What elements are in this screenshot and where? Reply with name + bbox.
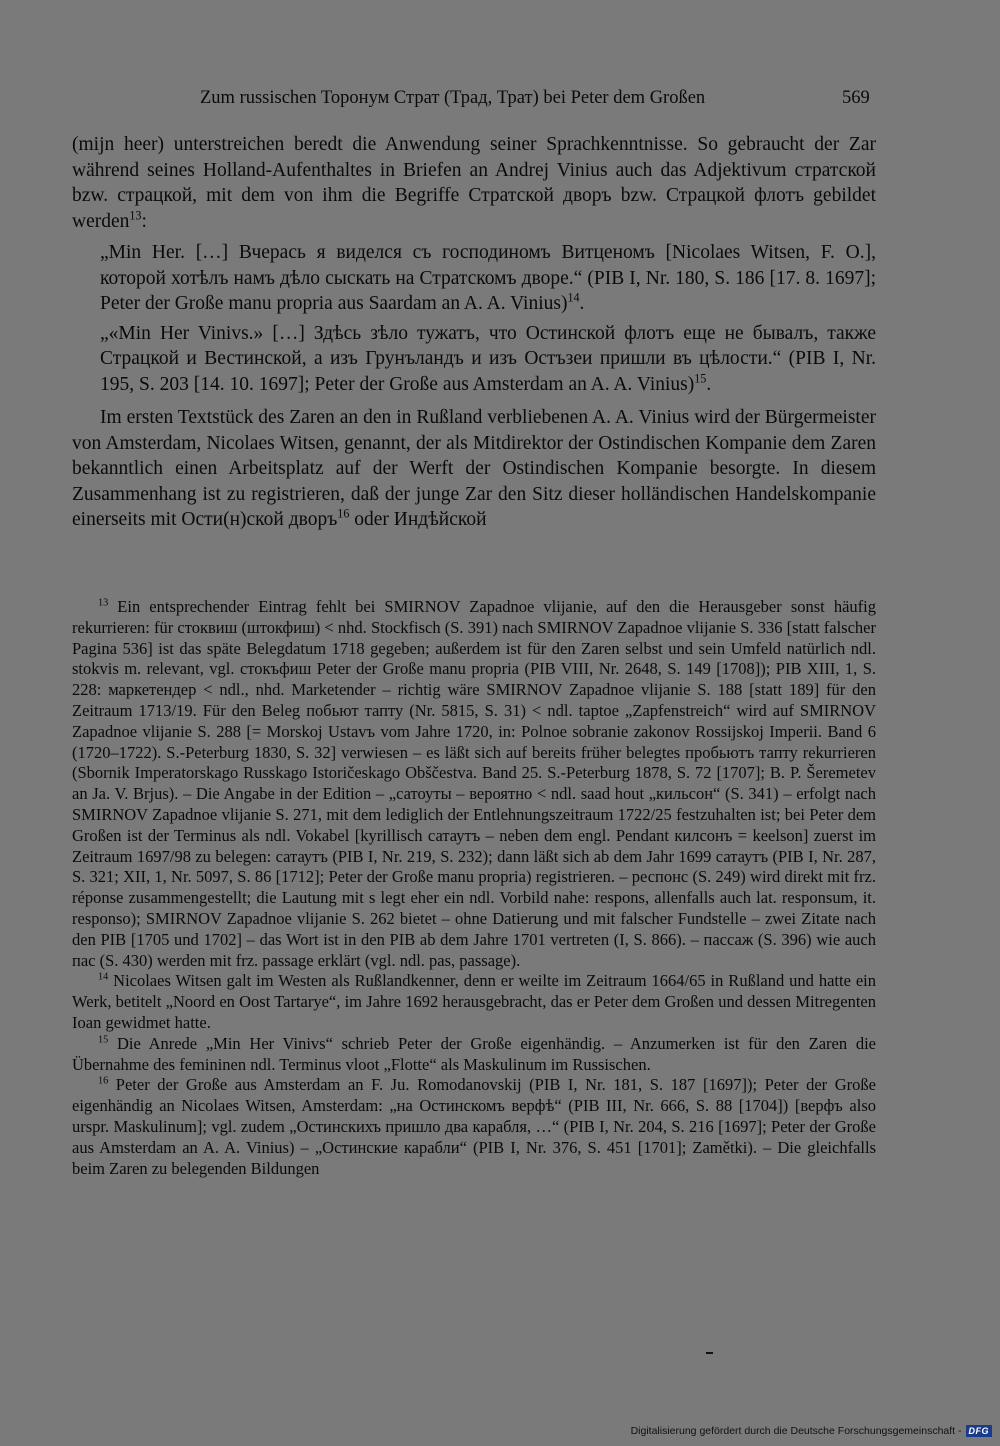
page-number: 569 (842, 88, 870, 108)
quote-1-text: „Min Her. […] Вчерась я виделся съ господиномъ Витценомъ [Nicolaes Witsen, F. O.], которой хотѣлъ намъ дѣло сыскать на Стратскомъ дворе.“ (PIB I, Nr. 180, S. 186 [17. 8. 1697]; Peter der Große manu propria aus Saardam an A. A. Vinius) (100, 242, 876, 314)
footnote-15-text: Die Anrede „Min Her Vinivs“ schrieb Peter der Große eigenhändig. – Anzumerken ist für den Zaren die Übernahme des femininen ndl. Terminus vloot „Flotte“ als Maskulinum im Russischen. (72, 1033, 876, 1074)
footnote-13-text: Ein entsprechender Eintrag fehlt bei SMIRNOV Zapadnoe vlijanie, auf den die Herausgeber sonst häufig rekurrieren: für стоквиш (штокфиш) < nhd. Stockfisch (S. 391) nach SMIRNOV Zapadnoe vlijanie S. 336 [statt falscher Pagina 536] ist das späte Belegdatum 1718 gegeben; außerdem ist für den Zaren selbst und sein Umfeld natürlich ndl. stokvis m. relevant, vgl. стокъфиш Peter der Große manu propria (PIB VIII, Nr. 2648, S. 149 [1708]); PIB XIII, 1, S. 228: маркетендер < ndl., nhd. Marketender – richtig wäre SMIRNOV Zapadnoe vlijanie S. 188 [statt 189] für den Zeitraum 1713/19. Für den Beleg побьют тапту (Nr. 5815, S. 31) < ndl. taptoe „Zapfenstreich“ wird auf SMIRNOV Zapadnoe vlijanie S. 288 [= Morskoj Ustavъ vom Jahre 1720, in: Polnoe sobranie zakonov Rossijskoj Imperii. Band 6 (1720–1722). S.-Peterburg 1830, S. 32] verwiesen – es läßt sich auf bereits früher belegtes пробьютъ тапту rekurrieren (Sbornik Imperatorskago Russkago Istoričeskago Obščestva. Band 25. S.-Peterburg 1878, S. 72 [1707]; B. P. Šeremetev an Ja. V. Brjus). – Die Angabe in der Edition – „сатоуты – вероятно < ndl. saad hout „кильсон“ (S. 341) – erfolgt nach SMIRNOV Zapadnoe vlijanie S. 271, mit dem lediglich der Entlehnungszeitraum 1722/25 festzuhalten ist; bei Peter dem Großen ist der Terminus als ndl. Vokabel [kyrillisch сатаутъ – neben dem engl. Pendant килсонъ = keelson] zuerst im Zeitraum 1697/98 zu belegen: сатаутъ (PIB I, Nr. 219, S. 232); dann läßt sich ab dem Jahr 1699 сатаутъ (PIB I, Nr. 287, S. 321; XII, 1, Nr. 5097, S. 86 [1712]; Peter der Große manu propria) registrieren. – респонс (S. 249) wird direkt mit frz. réponse zusammengestellt; die Lautung mit s legt eher ein ndl. Vorbild nahe: respons, allenfalls auch lat. responsum, it. responso); SMIRNOV Zapadnoe vlijanie S. 262 bietet – ohne Datierung und mit falscher Fundstelle – zwei Zitate nach den PIB [1705 und 1702] – das Wort ist in den PIB ab dem Jahre 1701 vertreten (I, S. 866). – пассаж (S. 396) wie auch пас (S. 430) werden mit frz. passage erklärt (vgl. ndl. pas, passage). (72, 597, 876, 970)
running-title: Zum russischen Topонум Страт (Трад, Трат) bei Peter dem Großen (200, 88, 706, 108)
main-text (72, 132, 876, 533)
footnotes (72, 597, 876, 1179)
footnote-16 (72, 1075, 876, 1179)
paragraph-1-end: : (141, 210, 147, 232)
paragraph-1 (72, 132, 876, 234)
footnote-13-mark: 13 (98, 597, 109, 609)
footnote-13 (72, 597, 876, 971)
digitization-footer (631, 1425, 992, 1437)
footnote-14-text: Nicolaes Witsen galt im Westen als Rußlandkenner, denn er weilte im Zeitraum 1664/65 in Rußland und hatte ein Werk, betitelt „Noord en Oost Tartarye“, im Jahre 1692 herausgebracht, das er Peter dem Großen und dessen Mitregenten Ioan gewidmet hatte. (72, 971, 876, 1032)
paragraph-2 (72, 405, 876, 533)
footnote-15-mark: 15 (98, 1034, 109, 1046)
dfg-logo: DFG (966, 1425, 993, 1437)
footnote-15 (72, 1034, 876, 1076)
scan-mark (706, 1352, 713, 1354)
quote-2-end: . (706, 373, 712, 395)
running-header (200, 88, 880, 109)
footnote-ref-14: 14 (567, 290, 580, 305)
footnote-16-mark: 16 (98, 1075, 109, 1087)
quote-2 (100, 321, 876, 398)
footnote-14-mark: 14 (98, 971, 109, 983)
paragraph-2-text: Im ersten Textstück des Zaren an den in Rußland verbliebenen A. A. Vinius wird der Bürgermeister von Amsterdam, Nicolaes Witsen, genannt, der als Mitdirektor der Ostindischen Kompanie dem Zaren bekanntlich einen Arbeitsplatz auf der Werft der Ostindischen Kompanie besorgte. In diesem Zusammenhang ist zu registrieren, daß der junge Zar den Sitz dieser holländischen Handelskompanie einerseits mit Ости(н)ской дворъ (72, 407, 876, 530)
paragraph-2-end: oder Индѣйской (349, 509, 487, 530)
quote-1-end: . (579, 293, 585, 314)
paragraph-1-text: (mijn heer) unterstreichen beredt die Anwendung seiner Sprachkenntnisse. So gebraucht der Zar während seines Holland-Aufenthaltes in Briefen an Andrej Vinius auch das Adjektivum стратской bzw. страцкой, mit dem von ihm die Begriffe Стратской дворъ bzw. Страцкой флотъ gebildet werden (72, 134, 876, 232)
footnote-16-text: Peter der Große aus Amsterdam an F. Ju. Romodanovskij (PIB I, Nr. 181, S. 187 [1697]); Peter der Große eigenhändig an Nicolaes Witsen, Amsterdam: „на Остинскомъ верфѣ“ (PIB III, Nr. 666, S. 88 [1704]) [верфъ also urspr. Maskulinum]; vgl. zudem „Остинскихъ пришло два карабля, …“ (PIB I, Nr. 204, S. 216 [1697]; Peter der Große aus Amsterdam an A. A. Vinius) – „Остинские карабли“ (PIB I, Nr. 376, S. 451 [1701]; Zamětki). – Die gleichfalls beim Zaren zu belegenden Bildungen (72, 1075, 876, 1178)
footnote-ref-13: 13 (129, 208, 142, 222)
footer-text: Digitalisierung gefördert durch die Deutsche Forschungsgemeinschaft - (630, 1425, 962, 1437)
footnote-ref-15: 15 (694, 371, 707, 385)
footnote-ref-16: 16 (337, 506, 350, 521)
quote-1 (100, 240, 876, 317)
footnote-14 (72, 971, 876, 1033)
quote-2-text: „«Min Her Vinivs.» […] Здѣсь зѣло тужатъ, что Остинской флотъ еще не бывалъ, также Страцкой и Вестинской, а изъ Грунъландъ и изъ Остъзеи пришли въ цѣлости.“ (PIB I, Nr. 195, S. 203 [14. 10. 1697]; Peter der Große aus Amsterdam an A. A. Vinius) (100, 322, 876, 395)
